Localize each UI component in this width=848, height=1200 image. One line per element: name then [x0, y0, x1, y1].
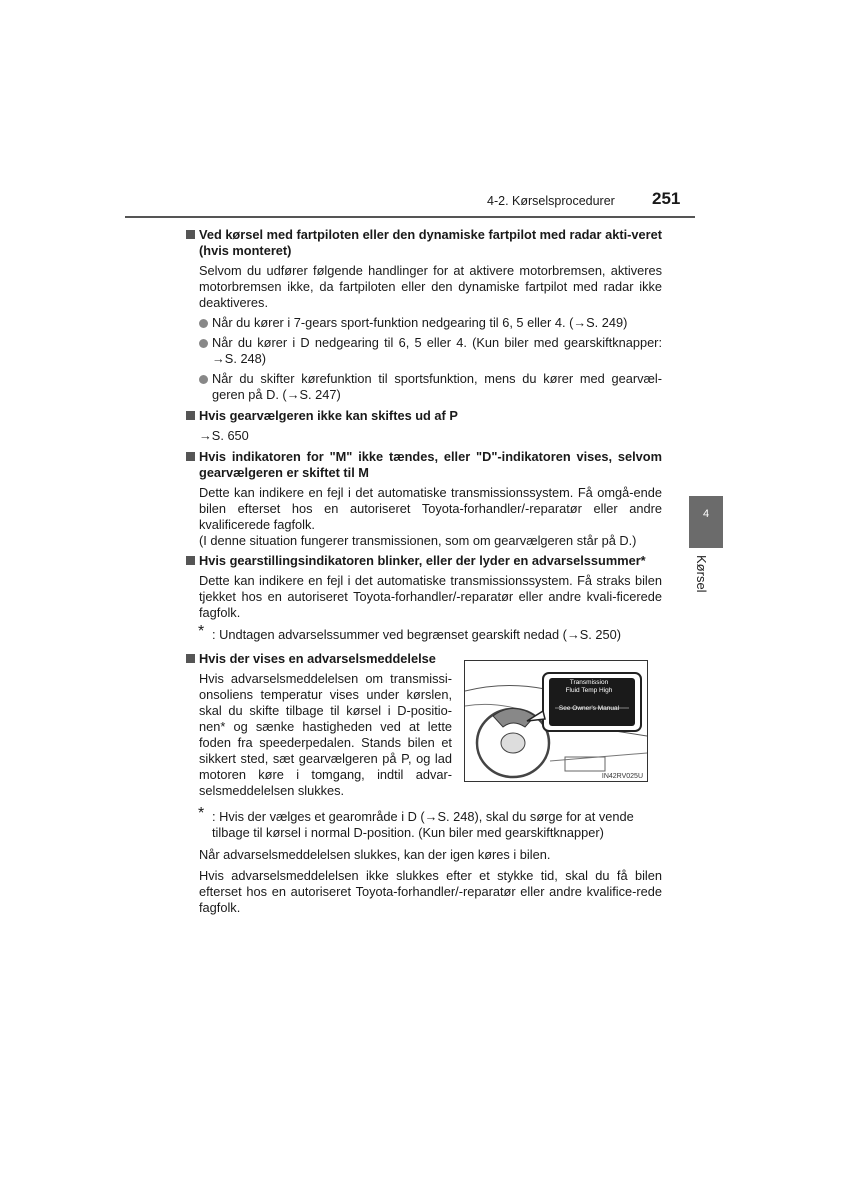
header-rule — [125, 216, 695, 218]
section-heading: Hvis der vises en advarselsmeddelelse — [186, 651, 662, 667]
paragraph: Hvis advarselsmeddelelsen ikke slukkes efter et stykke tid, skal du få bilen efterset hos en autoriseret Toyota-forhandler/-reparatør eller andre kvalifice-rede fagfolk. — [199, 868, 662, 915]
header-section: 4-2. Kørselsprocedurer — [487, 194, 615, 208]
list-item: Når du skifter kørefunktion til sportsfunktion, mens du kører med gearvæl-geren på D. (→S. 247) — [186, 371, 662, 403]
square-bullet-icon — [186, 654, 195, 663]
footnote: * : Undtagen advarselssummer ved begrænset gearskift nedad (→S. 250) — [198, 623, 622, 642]
square-bullet-icon — [186, 230, 195, 239]
circle-bullet-icon — [199, 375, 208, 384]
paragraph: Hvis advarselsmeddelelsen om transmissi-onsoliens temperatur vises under kørslen, skal du skifte tilbage til kørsel i D-positio-nen* og sænke hastigheden ved at lette foden fra speederpedalen. Stands bilen et sikkert sted, sæt gearvælgeren på P, og lad motoren køre i tomgang, indtil advar-selsmeddelelsen slukkes. — [199, 671, 452, 798]
section-heading: Ved kørsel med fartpiloten eller den dynamiske fartpilot med radar akti-veret (hvis monteret) — [186, 227, 662, 259]
paragraph: Dette kan indikere en fejl i det automatiske transmissionssystem. Få omgå-ende bilen efterset hos en autoriseret Toyota-forhandler/-reparatør eller andre kvalificerede fagfolk. — [199, 485, 662, 532]
side-tab-label: Kørsel — [694, 555, 709, 593]
square-bullet-icon — [186, 556, 195, 565]
circle-bullet-icon — [199, 339, 208, 348]
dashboard-figure — [464, 660, 648, 782]
square-bullet-icon — [186, 411, 195, 420]
paragraph: Selvom du udfører følgende handlinger for at aktivere motorbremsen, aktiveres motorbremsen ikke, da fartpiloten eller den dynamiske fartpilot med radar ikke deaktiveres. — [199, 263, 662, 310]
section-heading: Hvis gearstillingsindikatoren blinker, eller der lyder en advarselssummer* — [186, 553, 662, 569]
section-heading: Hvis indikatoren for "M" ikke tændes, eller "D"-indikatoren vises, selvom gearvælgeren er skiftet til M — [186, 449, 662, 481]
content — [186, 224, 662, 916]
paragraph: →S. 650 — [199, 428, 249, 443]
display-line: Fluid Temp High — [565, 687, 613, 694]
paragraph: Dette kan indikere en fejl i det automatiske transmissionssystem. Få straks bilen tjekket hos en autoriseret Toyota-forhandler/-reparatør eller andre kvali-ficerede fagfolk. — [199, 573, 662, 620]
display-line: See Owner's Manual — [558, 705, 620, 712]
footnote: * : Hvis der vælges et gearområde i D (→S. 248), skal du sørge for at vende tilbage til kørsel i normal D-position. (Kun biler med gearskiftknapper) — [198, 805, 634, 840]
side-tab: 4 — [689, 496, 723, 548]
square-bullet-icon — [186, 452, 195, 461]
page-number: 251 — [652, 189, 681, 208]
warning-display — [549, 679, 629, 713]
paragraph: (I denne situation fungerer transmissionen, som om gearvælgeren står på D.) — [199, 533, 637, 548]
footnote-mark: * — [198, 805, 205, 822]
section-heading: Hvis gearvælgeren ikke kan skiftes ud af P — [186, 408, 662, 424]
paragraph: Når advarselsmeddelelsen slukkes, kan der igen køres i bilen. — [199, 847, 551, 862]
circle-bullet-icon — [199, 319, 208, 328]
display-line: Transmission — [569, 679, 609, 686]
list-item: Når du kører i 7-gears sport-funktion nedgearing til 6, 5 eller 4. (→S. 249) — [186, 315, 662, 331]
list-item: Når du kører i D nedgearing til 6, 5 eller 4. (Kun biler med gearskiftknapper: →S. 248) — [186, 335, 662, 367]
footnote-mark: * — [198, 623, 205, 640]
figure-code: IN42RV025U — [601, 773, 643, 780]
